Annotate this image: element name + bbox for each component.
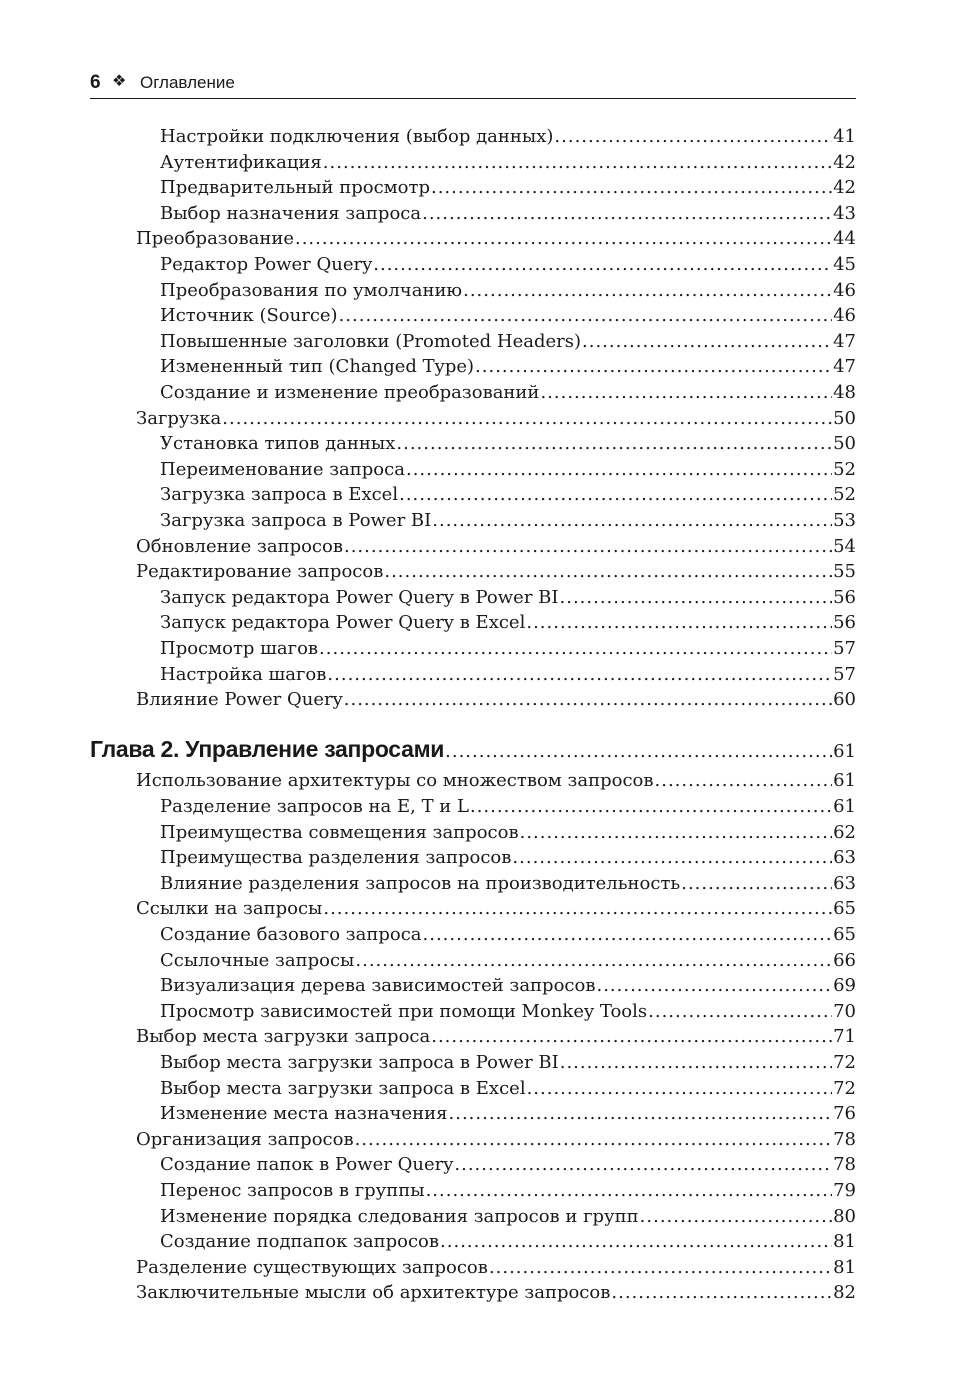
dot-leader: [648, 999, 832, 1024]
page-ref: 42: [833, 177, 856, 199]
toc-entry: [160, 845, 856, 870]
page-ref: 61: [833, 740, 856, 762]
dot-leader: [560, 585, 833, 610]
entry-title: Разделение запросов на E, T и L: [160, 796, 469, 817]
entry-title: Разделение существующих запросов: [136, 1256, 488, 1278]
dot-leader: [463, 278, 832, 303]
entry-title: Влияние разделения запросов на производительность: [160, 872, 681, 894]
page-ref: 63: [833, 872, 856, 894]
entry-title: Выбор назначения запроса: [160, 202, 422, 224]
entry-title: Преимущества совмещения запросов: [160, 821, 519, 843]
page-header: [90, 70, 856, 99]
entry-title: Создание базового запроса: [160, 924, 422, 945]
toc-entry: [136, 768, 856, 793]
toc-entry: [160, 1178, 856, 1203]
entry-title: Загрузка: [136, 407, 222, 429]
toc-entry: [160, 794, 856, 819]
dot-leader: [323, 150, 832, 175]
page-ref: 50: [833, 407, 856, 429]
entry-title: Создание подпапок запросов: [160, 1231, 440, 1253]
toc-entry: [136, 406, 856, 431]
dot-leader: [475, 354, 832, 379]
page-ref: 72: [833, 1052, 856, 1073]
toc-entry: [160, 662, 856, 687]
toc-entry: [160, 1204, 856, 1229]
dot-leader: [319, 636, 832, 661]
page-ref: 79: [833, 1180, 856, 1201]
page-ref: 56: [833, 612, 856, 634]
toc-entry: [136, 559, 856, 584]
chapter-title: Глава 2. Управление запросами: [90, 735, 445, 762]
entry-title: Запуск редактора Power Query в Excel: [160, 612, 526, 634]
page-number: 6: [90, 72, 101, 93]
toc-entry: [160, 124, 856, 149]
dot-leader: [560, 1050, 832, 1075]
toc-entry: [160, 431, 856, 456]
dot-leader: [295, 226, 832, 251]
dot-leader: [520, 820, 833, 845]
page-ref: 61: [833, 796, 856, 817]
page-ref: 44: [833, 228, 856, 250]
toc-entry: [160, 303, 856, 328]
entry-title: Изменение места назначения: [160, 1103, 448, 1125]
dot-leader: [440, 1229, 832, 1254]
entry-title: Ссылки на запросы: [136, 898, 323, 920]
dot-leader: [582, 329, 832, 354]
toc-entry: [160, 508, 856, 533]
entry-title: Просмотр шагов: [160, 638, 319, 659]
toc-entry: [160, 1050, 856, 1075]
entry-title: Редактирование запросов: [136, 561, 384, 583]
entry-title: Загрузка запроса в Excel: [160, 484, 399, 506]
entry-title: Обновление запросов: [136, 535, 343, 557]
dot-leader: [423, 922, 833, 947]
dot-leader: [611, 1280, 832, 1305]
entry-title: Запуск редактора Power Query в Power BI: [160, 586, 559, 608]
entry-title: Просмотр зависимостей при помощи Monkey Tools: [160, 1000, 648, 1022]
page-ref: 53: [833, 510, 856, 531]
page-ref: 43: [833, 202, 856, 224]
page-ref: 57: [833, 638, 856, 659]
toc-entry: [160, 482, 856, 507]
entry-title: Использование архитектуры со множеством запросов: [136, 770, 654, 792]
dot-leader: [396, 431, 832, 456]
page-ref: 76: [833, 1103, 856, 1125]
toc-entry: [136, 896, 856, 921]
toc-entry: [160, 354, 856, 379]
toc-entry: [160, 1076, 856, 1101]
dot-leader: [489, 1255, 832, 1280]
entry-title: Перенос запросов в группы: [160, 1180, 425, 1201]
dot-leader: [681, 871, 832, 896]
entry-title: Влияние Power Query: [136, 689, 343, 711]
ornament-icon: ❖: [112, 71, 127, 90]
dot-leader: [512, 845, 832, 870]
page-ref: 66: [833, 949, 856, 971]
dot-leader: [596, 973, 832, 998]
page-ref: 70: [833, 1000, 856, 1022]
entry-title: Редактор Power Query: [160, 254, 373, 275]
toc-entry: [160, 1101, 856, 1126]
toc-entry: [160, 252, 856, 277]
toc-entry: [160, 922, 856, 947]
entry-title: Заключительные мысли об архитектуре запросов: [136, 1282, 611, 1304]
page-ref: 46: [833, 305, 856, 327]
toc-entry: [136, 1280, 856, 1305]
dot-leader: [355, 948, 832, 973]
page-ref: 54: [833, 535, 856, 557]
dot-leader: [339, 303, 833, 328]
toc-entry: [160, 820, 856, 845]
toc-entry: [136, 534, 856, 559]
dot-leader: [344, 687, 832, 712]
page-ref: 60: [833, 689, 856, 711]
page-ref: 48: [833, 382, 856, 403]
page-ref: 52: [833, 458, 856, 480]
toc-entry: [160, 1152, 856, 1177]
page-ref: 57: [833, 663, 856, 685]
entry-title: Преобразования по умолчанию: [160, 279, 463, 301]
entry-title: Загрузка запроса в Power BI: [160, 510, 432, 531]
entry-title: Визуализация дерева зависимостей запросов: [160, 975, 596, 997]
toc-entry: [160, 329, 856, 354]
toc-entry: [136, 226, 856, 251]
entry-title: Аутентификация: [160, 151, 322, 173]
entry-title: Организация запросов: [136, 1128, 354, 1150]
entry-title: Измененный тип (Changed Type): [160, 356, 475, 378]
toc-entry: [160, 457, 856, 482]
toc-entry: [160, 636, 856, 661]
page-ref: 69: [833, 975, 856, 997]
toc-entry: [136, 687, 856, 712]
entry-title: Выбор места загрузки запроса в Excel: [160, 1077, 526, 1099]
dot-leader: [327, 662, 832, 687]
dot-leader: [399, 482, 832, 507]
dot-leader: [454, 1152, 832, 1177]
page-ref: 78: [833, 1128, 856, 1150]
chapter-entry: [90, 734, 856, 764]
entry-title: Настройка шагов: [160, 663, 327, 685]
entry-title: Ссылочные запросы: [160, 949, 355, 971]
page-ref: 62: [833, 821, 856, 843]
page-ref: 45: [833, 254, 856, 275]
page-ref: 41: [833, 126, 856, 147]
toc-entry: [160, 278, 856, 303]
dot-leader: [526, 610, 832, 635]
dot-leader: [355, 1127, 833, 1152]
page-ref: 65: [833, 924, 856, 945]
page-ref: 81: [833, 1231, 856, 1253]
toc-entry: [160, 871, 856, 896]
toc-entry: [136, 1255, 856, 1280]
page-ref: 65: [833, 898, 856, 920]
toc-entry: [136, 1127, 856, 1152]
dot-leader: [323, 896, 832, 921]
page-ref: 82: [833, 1282, 856, 1304]
dot-leader: [426, 1178, 833, 1203]
page-ref: 71: [833, 1026, 856, 1048]
toc-entry: [160, 201, 856, 226]
toc-entry: [160, 948, 856, 973]
page-ref: 52: [833, 484, 856, 506]
entry-title: Повышенные заголовки (Promoted Headers): [160, 330, 581, 352]
page-ref: 72: [833, 1077, 856, 1099]
page-ref: 47: [833, 356, 856, 378]
entry-title: Предварительный просмотр: [160, 177, 430, 199]
entry-title: Настройки подключения (выбор данных): [160, 126, 554, 147]
entry-title: Выбор места загрузки запроса: [136, 1026, 431, 1048]
page-ref: 61: [833, 770, 856, 792]
toc-entry: [160, 1229, 856, 1254]
toc-entry: [160, 973, 856, 998]
page-ref: 47: [833, 330, 856, 352]
page-ref: 81: [833, 1256, 856, 1278]
entry-title: Преобразование: [136, 228, 294, 250]
dot-leader: [384, 559, 832, 584]
dot-leader: [554, 124, 832, 149]
dot-leader: [540, 380, 832, 405]
page-ref: 46: [833, 279, 856, 301]
dot-leader: [449, 1101, 833, 1126]
dot-leader: [373, 252, 832, 277]
dot-leader: [431, 1024, 832, 1049]
dot-leader: [445, 737, 832, 767]
page-ref: 50: [833, 433, 856, 455]
entry-title: Источник (Source): [160, 305, 338, 327]
entry-title: Выбор места загрузки запроса в Power BI: [160, 1052, 559, 1073]
toc-entry: [160, 175, 856, 200]
dot-leader: [431, 175, 832, 200]
running-title: Оглавление: [140, 73, 235, 92]
toc-entry: [160, 150, 856, 175]
toc-entry: [160, 380, 856, 405]
dot-leader: [406, 457, 832, 482]
dot-leader: [344, 534, 832, 559]
dot-leader: [527, 1076, 833, 1101]
entry-title: Установка типов данных: [160, 433, 396, 455]
dot-leader: [655, 768, 833, 793]
toc-entry: [136, 1024, 856, 1049]
page-ref: 63: [833, 847, 856, 869]
dot-leader: [422, 201, 832, 226]
entry-title: Изменение порядка следования запросов и групп: [160, 1205, 639, 1227]
page-ref: 78: [833, 1154, 856, 1176]
entry-title: Создание и изменение преобразований: [160, 382, 540, 403]
toc-entry: [160, 610, 856, 635]
page-ref: 55: [833, 561, 856, 583]
page-ref: 80: [833, 1205, 856, 1227]
dot-leader: [640, 1204, 832, 1229]
dot-leader: [222, 406, 832, 431]
dot-leader: [432, 508, 832, 533]
entry-title: Переименование запроса: [160, 458, 405, 480]
entry-title: Преимущества разделения запросов: [160, 847, 512, 869]
dot-leader: [470, 794, 832, 819]
page-ref: 42: [833, 151, 856, 173]
entry-title: Создание папок в Power Query: [160, 1154, 454, 1176]
toc-entry: [160, 999, 856, 1024]
toc-entry: [160, 585, 856, 610]
page-ref: 56: [833, 586, 856, 608]
